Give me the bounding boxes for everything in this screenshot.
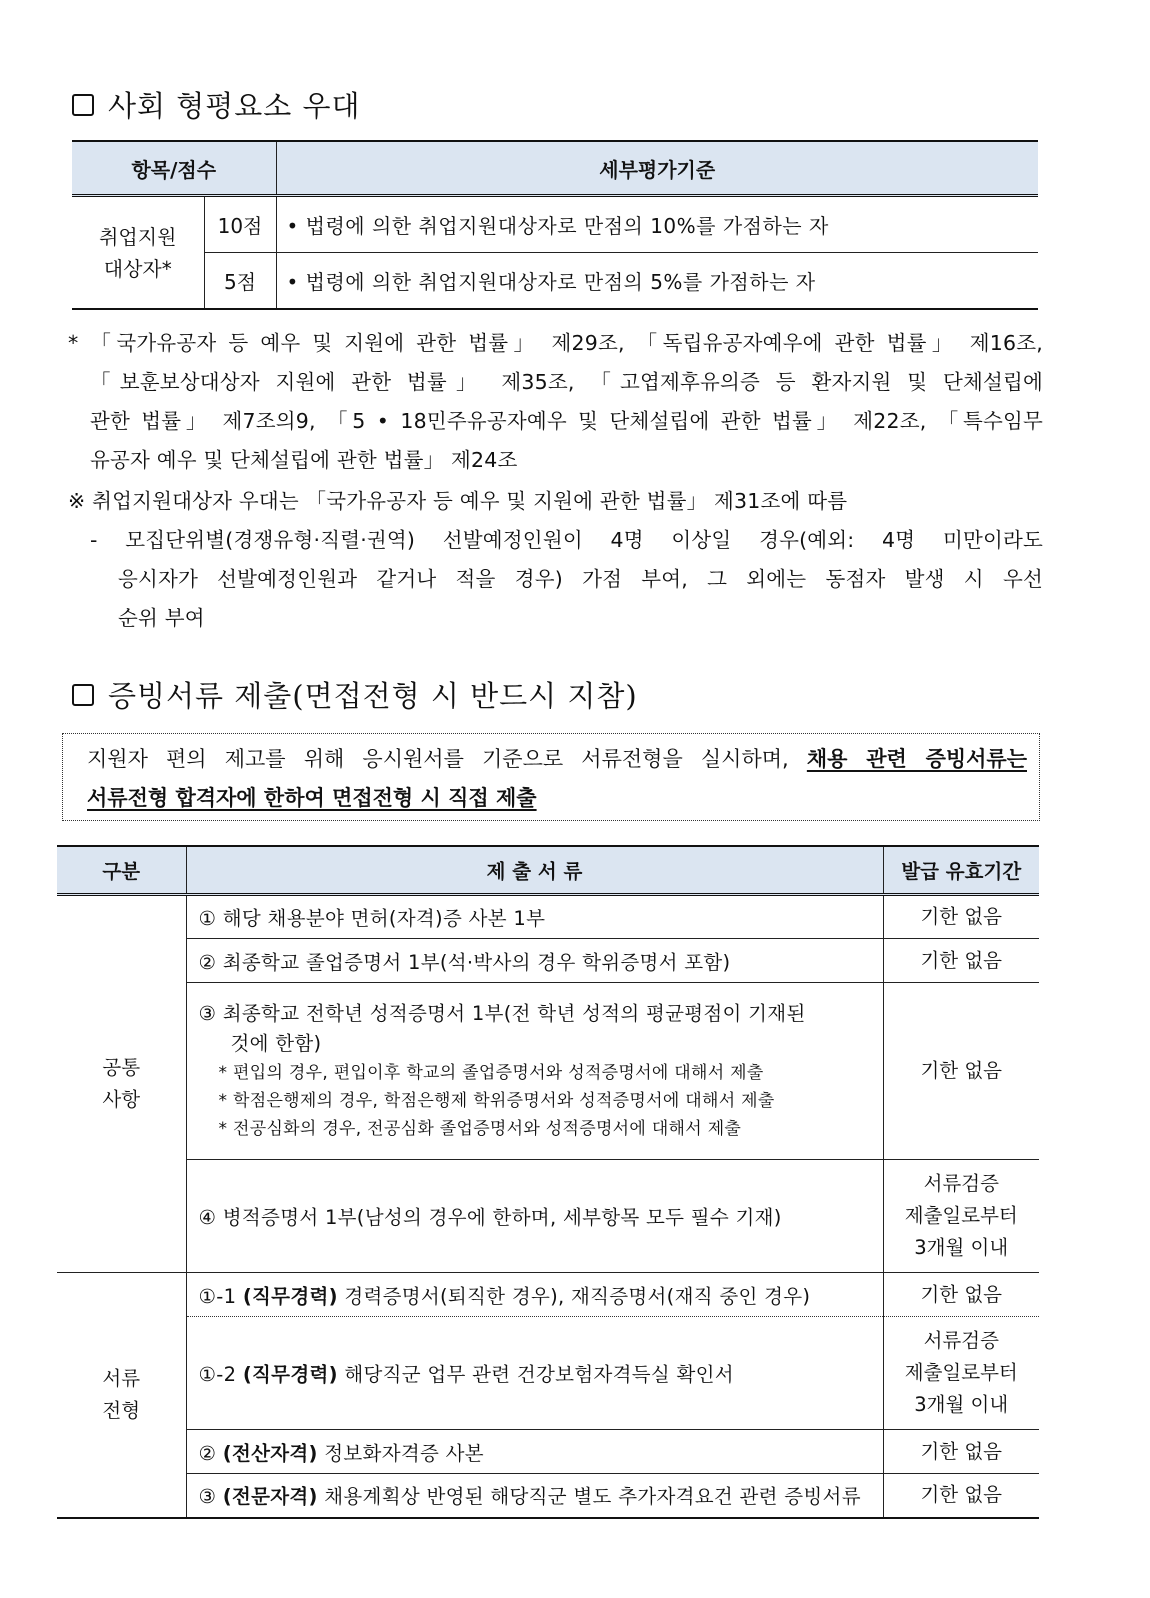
category-line: 서류: [102, 1366, 141, 1390]
document-cell: [186, 1430, 883, 1474]
item-tag: (전산자격): [222, 1441, 318, 1465]
table-row: [57, 983, 1039, 1160]
validity-line: 3개월 이내: [914, 1236, 1009, 1259]
table-row: [57, 1430, 1039, 1474]
table-row: [72, 253, 1038, 310]
table-row: [57, 1317, 1039, 1430]
table-row: [57, 895, 1039, 939]
category-cell: [57, 895, 186, 1273]
note-line: 관한 법률」 제7조의9, 「5 • 18민주유공자예우 및 단체설립에 관한 법률」 제22조, 「특수임무: [90, 409, 1043, 433]
category-cell: [57, 1273, 186, 1518]
validity-cell: 기한 없음: [883, 1474, 1039, 1518]
item-tag: (직무경력): [242, 1284, 338, 1308]
validity-cell: 기한 없음: [883, 895, 1039, 939]
table-header-row: [57, 846, 1039, 895]
section-title: 사회 형평요소 우대: [108, 89, 361, 123]
validity-line: 제출일로부터: [904, 1204, 1018, 1227]
section-title: 증빙서류 제출(면접전형 시 반드시 지참): [108, 679, 638, 713]
criteria-cell: • 법령에 의한 취업지원대상자로 만점의 10%를 가점하는 자: [276, 196, 1038, 253]
note-line: * 「국가유공자 등 예우 및 지원에 관한 법률」 제29조, 「독립유공자예우에 관한 법률」 제16조,: [68, 331, 1043, 355]
checkbox-square-icon: [72, 684, 94, 706]
item-tag: (직무경력): [242, 1363, 338, 1386]
item-tag: (전문자격): [222, 1485, 318, 1509]
document-cell: ② 최종학교 졸업증명서 1부(석·박사의 경우 학위증명서 포함): [186, 939, 883, 983]
category-line: 전형: [102, 1398, 141, 1422]
points-cell: 10점: [204, 196, 276, 253]
table-row: [57, 1474, 1039, 1518]
documents-table: [57, 845, 1039, 1519]
note-line: 유공자 예우 및 단체설립에 관한 법률」 제24조: [90, 448, 518, 472]
header-criteria: 세부평가기준: [276, 141, 1038, 196]
table-row: [57, 1160, 1039, 1273]
box-bold-text: 채용 관련 증빙서류는: [806, 747, 1027, 771]
category-line: 사항: [102, 1088, 141, 1111]
item-number: ①-1: [198, 1284, 237, 1308]
box-plain-text: 지원자 편의 제고를 위해 응시원서를 기준으로 서류전형을 실시하며,: [87, 747, 789, 771]
points-cell: 5점: [204, 253, 276, 310]
item-number: ①-2: [198, 1363, 237, 1386]
header-category: 구분: [57, 846, 186, 895]
validity-cell: 기한 없음: [883, 1273, 1039, 1317]
category-line: 대상자*: [103, 256, 172, 281]
checkbox-square-icon: [72, 94, 94, 116]
document-line: ③ 최종학교 전학년 성적증명서 1부(전 학년 성적의 평균평점이 기재된: [198, 1002, 806, 1025]
note-line: 「보훈보상대상자 지원에 관한 법률」 제35조, 「고엽제후유의증 등 환자지원 및 단체설립에: [90, 370, 1043, 394]
document-cell: ① 해당 채용분야 면허(자격)증 사본 1부: [186, 895, 883, 939]
document-line: 것에 한함): [230, 1032, 322, 1055]
document-cell: [186, 1273, 883, 1317]
table-row: [57, 939, 1039, 983]
table-row: [57, 1273, 1039, 1317]
legal-notes: [68, 324, 1043, 638]
section-heading-documents: [72, 674, 638, 715]
box-line: [87, 740, 1027, 779]
validity-line: 서류검증: [923, 1172, 999, 1195]
validity-line: 제출일로부터: [904, 1361, 1018, 1384]
item-text: 해당직군 업무 관련 건강보험자격득실 확인서: [344, 1363, 734, 1386]
document-cell: [186, 1474, 883, 1518]
item-number: ③: [198, 1485, 217, 1509]
item-text: 채용계획상 반영된 해당직군 별도 추가자격요건 관련 증빙서류: [324, 1485, 861, 1509]
note-line: - 모집단위별(경쟁유형·직렬·권역) 선발예정인원이 4명 이상일 경우(예외: 4명 미만이라도: [90, 528, 1043, 552]
validity-cell: 기한 없음: [883, 939, 1039, 983]
box-line: [87, 779, 1027, 818]
note-line: ※ 취업지원대상자 우대는 「국가유공자 등 예우 및 지원에 관한 법률」 제31조에 따름: [68, 489, 848, 513]
header-documents: 제 출 서 류: [186, 846, 883, 895]
table-row: [72, 196, 1038, 253]
header-validity: 발급 유효기간: [883, 846, 1039, 895]
criteria-cell: • 법령에 의한 취업지원대상자로 만점의 5%를 가점하는 자: [276, 253, 1038, 310]
note-line: 순위 부여: [118, 606, 205, 630]
validity-line: 3개월 이내: [914, 1393, 1009, 1416]
validity-cell: [883, 1317, 1039, 1430]
category-line: 공통: [102, 1056, 141, 1079]
preference-table: [72, 140, 1038, 310]
document-subnote: * 편입의 경우, 편입이후 학교의 졸업증명서와 성적증명서에 대해서 제출: [218, 1063, 764, 1083]
document-subnote: * 전공심화의 경우, 전공심화 졸업증명서와 성적증명서에 대해서 제출: [218, 1119, 742, 1139]
document-cell: ④ 병적증명서 1부(남성의 경우에 한하며, 세부항목 모두 필수 기재): [186, 1160, 883, 1273]
box-bold-text: 서류전형 합격자에 한하여 면접전형 시 직접 제출: [87, 786, 537, 810]
header-item-score: 항목/점수: [72, 141, 276, 196]
validity-cell: 기한 없음: [883, 1430, 1039, 1474]
section-heading-social-equity: [72, 84, 361, 125]
validity-cell: [883, 1160, 1039, 1273]
validity-cell: 기한 없음: [883, 983, 1039, 1160]
item-text: 경력증명서(퇴직한 경우), 재직증명서(재직 중인 경우): [344, 1284, 811, 1308]
validity-line: 서류검증: [923, 1329, 999, 1352]
document-cell: [186, 1317, 883, 1430]
item-number: ②: [198, 1441, 217, 1465]
document-cell: [186, 983, 883, 1160]
table-header-row: [72, 141, 1038, 196]
item-text: 정보화자격증 사본: [324, 1441, 484, 1465]
document-subnote: * 학점은행제의 경우, 학점은행제 학위증명서와 성적증명서에 대해서 제출: [218, 1091, 775, 1111]
note-line: 응시자가 선발예정인원과 같거나 적을 경우) 가점 부여, 그 외에는 동점자 발생 시 우선: [118, 567, 1043, 591]
category-line: 취업지원: [99, 224, 177, 249]
submission-note-box: [62, 733, 1040, 821]
category-cell: [72, 196, 204, 310]
